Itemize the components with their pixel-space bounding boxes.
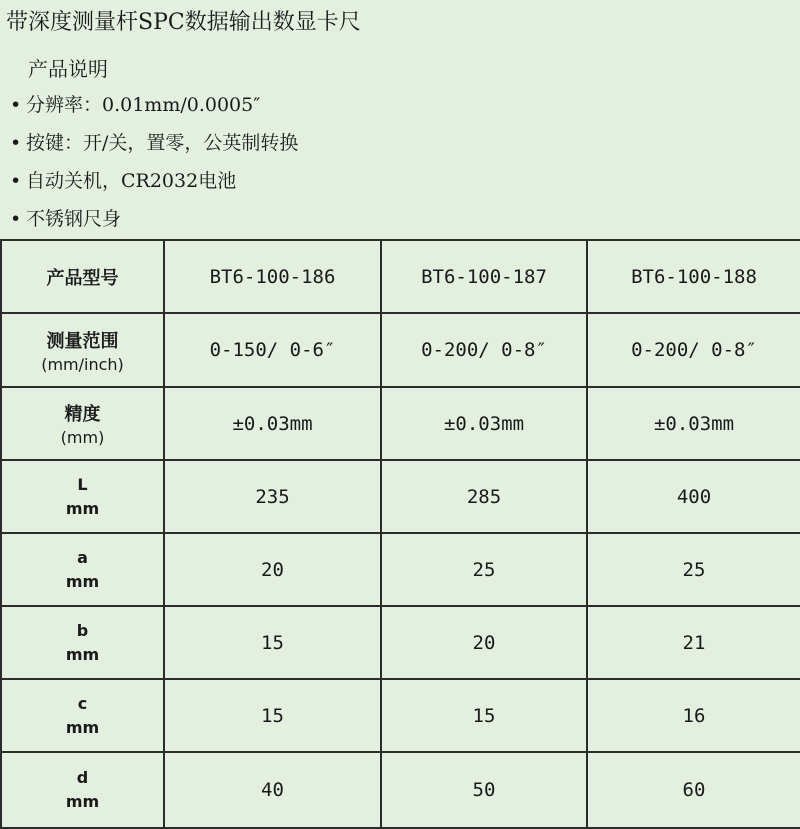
row-label [1,387,164,460]
table-cell: 20 [164,533,381,606]
feature-text: 分辨率：0.01mm/0.0005″ [26,94,261,116]
table-cell: 21 [587,606,800,679]
table-cell: 25 [381,533,587,606]
row-label [1,533,164,606]
table-row-l [1,460,800,533]
table-cell: 15 [381,679,587,752]
row-unit: mm [65,498,100,518]
table-cell: ±0.03mm [587,387,800,460]
bullet-icon: • [10,170,22,192]
row-label-text: 测量范围 [46,330,119,352]
table-cell: 15 [164,679,381,752]
table-cell: 400 [587,460,800,533]
table-cell: 0-200/ 0-8″ [587,313,800,387]
row-unit: mm [65,792,100,811]
table-row-b [1,606,800,679]
table-row-accuracy [1,387,800,460]
row-label [1,752,164,828]
table-cell: 235 [164,460,381,533]
row-label [1,606,164,679]
row-label-text: a [77,547,88,567]
row-label [1,679,164,752]
table-cell: 0-150/ 0-6″ [164,313,381,387]
row-label-text: 精度 [64,404,101,425]
feature-text: 按键：开/关，置零，公英制转换 [26,132,299,154]
table-cell: ±0.03mm [164,387,381,460]
feature-text: 不锈钢尺身 [26,208,122,230]
section-subtitle: 产品说明 [28,57,108,81]
table-cell: 20 [381,606,587,679]
feature-text: 自动关机，CR2032电池 [26,170,237,192]
table-cell: 16 [587,679,800,752]
row-unit: mm [65,717,100,737]
table-cell: 285 [381,460,587,533]
feature-item [10,204,298,242]
table-cell: 0-200/ 0-8″ [381,313,587,387]
table-cell: BT6-100-188 [587,240,800,313]
row-unit: (mm) [60,428,105,447]
table-row-d [1,752,800,828]
page-title: 带深度测量杆SPC数据输出数显卡尺 [6,10,361,35]
row-label-text: d [76,768,89,787]
row-unit: mm [65,571,100,591]
table-cell: BT6-100-186 [164,240,381,313]
table-row-range [1,313,800,387]
table-row-model [1,240,800,313]
table-cell: 15 [164,606,381,679]
row-unit: mm [65,644,100,664]
spec-table [0,239,800,829]
feature-item [10,166,298,204]
row-label-text: c [77,693,88,713]
table-cell: 60 [587,752,800,828]
row-label-text: b [76,620,89,640]
bullet-icon: • [10,94,22,116]
table-cell: 50 [381,752,587,828]
row-label [1,313,164,387]
table-row-c [1,679,800,752]
row-label-text: 产品型号 [46,267,119,289]
bullet-icon: • [10,208,22,230]
table-cell: BT6-100-187 [381,240,587,313]
bullet-icon: • [10,132,22,154]
table-cell: 40 [164,752,381,828]
table-row-a [1,533,800,606]
feature-item [10,128,298,166]
feature-item [10,90,298,128]
row-label [1,240,164,313]
feature-list [10,90,298,242]
row-label [1,460,164,533]
row-label-text: L [77,474,88,494]
row-unit: (mm/inch) [41,354,124,374]
table-cell: 25 [587,533,800,606]
table-cell: ±0.03mm [381,387,587,460]
